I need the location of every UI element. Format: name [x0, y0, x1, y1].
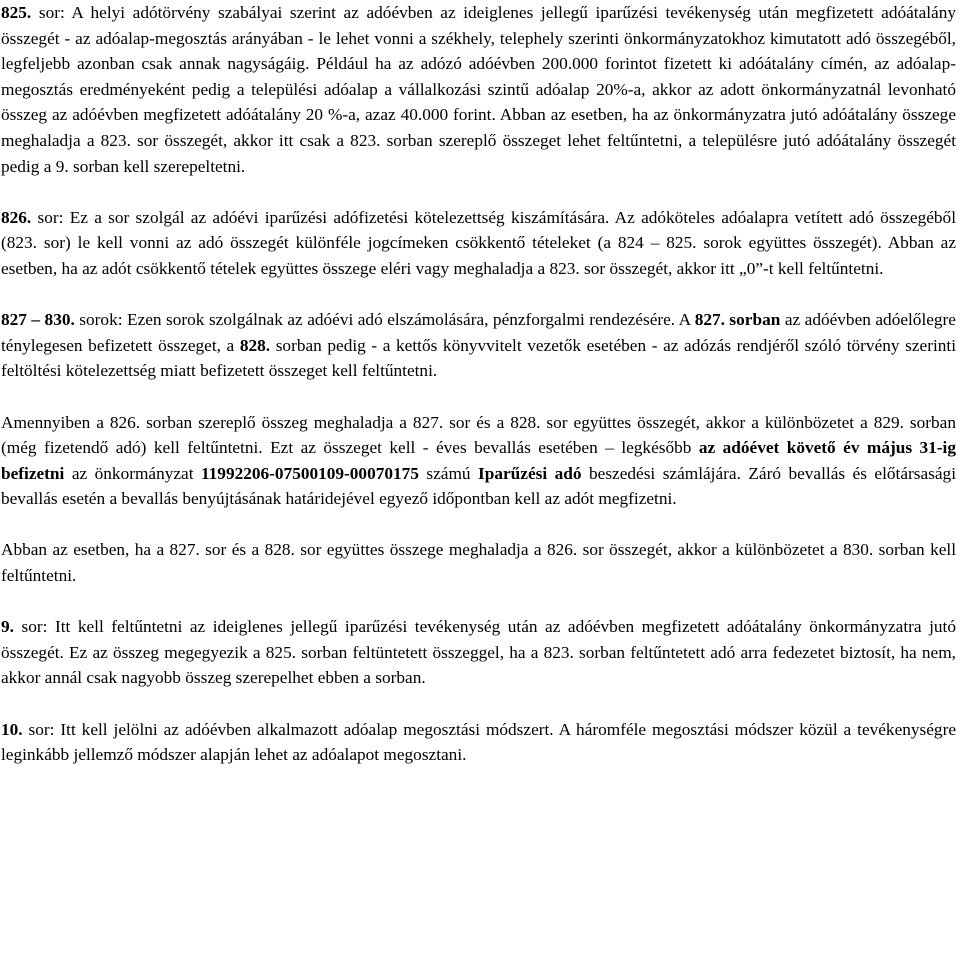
- bold-text: 825.: [1, 3, 32, 22]
- body-text: sor: A helyi adótörvény szabályai szerint az adóévben az ideiglenes jellegű iparűzési tevékenység után megfizetett adóátalány összegét - az adóalap-megosztás arányában - le lehet vonni a székhely, telephely szerinti önkormányzatokhoz kimutatott adó összegéből, legfeljebb azonban csak annak nagyságáig. Például ha az adózó adóévben 200.000 forintot fizetett ki adóátalány címén, az adóalap-megosztás eredményeként pedig a települési adóalap a vállalkozási szintű adóalap 20%-a, akkor az adott önkormányzatnál levonható összeg az adóévben megfizetett adóátalány 20 %-a, azaz 40.000 forint. Abban az esetben, ha az önkormányzatra jutó adóátalány összege meghaladja a 823. sor összegét, akkor itt csak a 823. sorban szereplő összeget lehet feltűntetni, a településre jutó adóátalány összegét pedig a 9. sorban kell szerepeltetni.: [1, 3, 956, 176]
- body-text: sorok: Ezen sorok szolgálnak az adóévi adó elszámolására, pénzforgalmi rendezésére. A: [74, 310, 695, 330]
- body-text: sor: Itt kell feltűntetni az ideiglenes jellegű iparűzési tevékenység után az adóévben megfizetett adóátalány önkormányzatra jutó összegét. Ez az összeg megegyezik a 825. sorban feltüntetett összeggel, ha a 823. sorban feltűntetett adó arra fedezetet biztosít, ha nem, akkor annál csak nagyobb összeg szerepelhet ebben a sorban.: [1, 617, 956, 688]
- bold-text: 827 – 830.: [1, 310, 75, 330]
- paragraph-gap: [1, 589, 956, 615]
- bold-text: 826.: [1, 207, 32, 227]
- bold-text: 11992206-07500109-00070175: [200, 463, 419, 483]
- paragraph-gap: [1, 179, 956, 205]
- paragraph-gap: [1, 691, 956, 717]
- paragraph-gap: [1, 384, 956, 410]
- body-text: sor: Ez a sor szolgál az adóévi iparűzési adófizetési kötelezettség kiszámítására. Az adóköteles adóalapra vetített adó összegéből (823. sor) le kell vonni az adó összegét különféle jogcímeken csökkentő tételeket (a 824 – 825. sorok együttes összegét). Abban az esetben, ha az adót csökkentő tételek együttes összege eléri vagy meghaladja a 823. sor összegét, akkor itt „0”-t kell feltűntetni.: [1, 207, 956, 278]
- paragraph-825: [1, 0, 956, 179]
- paragraph-10: [1, 717, 956, 768]
- body-text: az adóévben adóelőlegre ténylegesen befizetett összeget, a: [1, 310, 956, 355]
- bold-text: 9.: [1, 617, 14, 637]
- body-text: Abban az esetben, ha a 827. sor és a 828. sor együttes összege meghaladja a 826. sor összegét, akkor a különbözetet a 830. sorban kell feltűntetni.: [1, 540, 956, 586]
- body-text: számú: [418, 463, 479, 483]
- bold-text: Iparűzési adó: [478, 463, 582, 483]
- paragraph-amennyiben: [1, 410, 956, 512]
- body-text: sorban pedig - a kettős könyvvitelt vezetők esetében - az adózás rendjéről szóló törvény szerinti feltöltési kötelezettség miatt befizetett összeget kell feltűntetni.: [1, 335, 956, 381]
- body-text: az önkormányzat: [64, 463, 201, 483]
- bold-text: 828.: [239, 335, 271, 355]
- body-text: beszedési számlájára. Záró bevallás és előtársasági bevallás esetén a bevallás benyújtásának határidejével egyező időpontban kell az adót megfizetni.: [1, 463, 957, 509]
- paragraph-gap: [1, 512, 956, 538]
- paragraph-abban: [1, 537, 956, 588]
- body-text: Amennyiben a 826. sorban szereplő összeg meghaladja a 827. sor és a 828. sor együttes összegét, akkor a különbözetet a 829. sorban (még fizetendő adó) kell feltűntetni. Ezt az összeget kell - éves bevallás esetében – legkésőbb: [1, 412, 956, 458]
- bold-text: az adóévet követő év május 31-ig befizetni: [1, 438, 957, 483]
- body-text: sor: Itt kell jelölni az adóévben alkalmazott adóalap megosztási módszert. A háromféle megosztási módszer közül a tevékenységre leginkább jellemző módszer alapján lehet az adóalapot megosztani.: [1, 719, 956, 765]
- paragraph-827-830: [1, 307, 956, 384]
- paragraph-826: [1, 205, 956, 282]
- bold-text: 827. sorban: [694, 310, 781, 330]
- paragraph-9: [1, 614, 956, 691]
- paragraph-gap: [1, 282, 956, 308]
- bold-text: 10.: [1, 719, 23, 739]
